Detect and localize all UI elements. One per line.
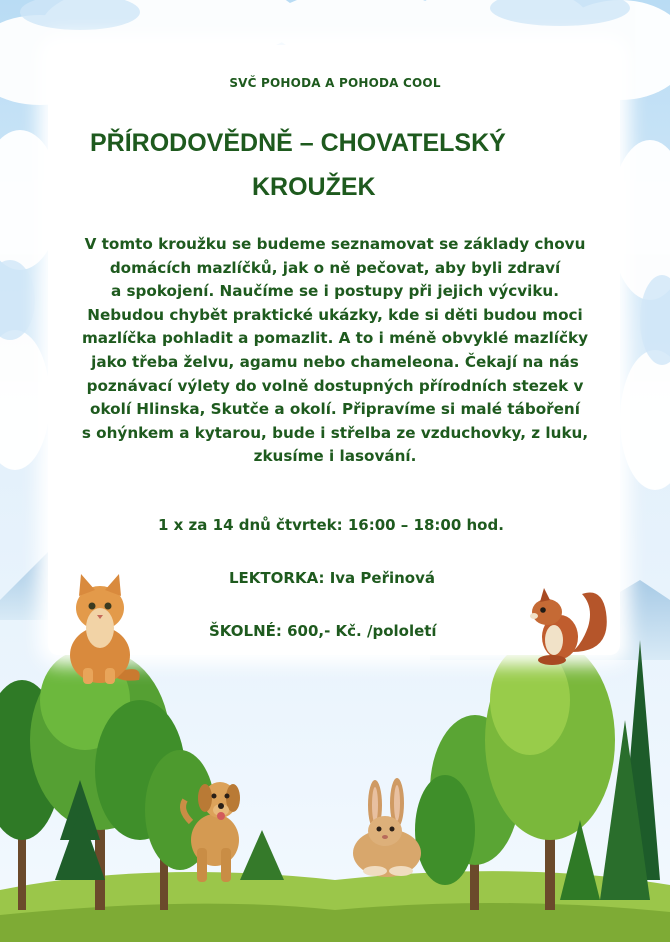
description-line: domácích mazlíčků, jak o ně pečovat, aby byli zdraví (109, 258, 561, 277)
rabbit-image (345, 775, 430, 880)
description (50, 233, 620, 469)
cat-image (55, 570, 145, 685)
description-line: mazlíčka pohladit a pomazlit. A to i méně obvyklé mazlíčky (81, 329, 588, 348)
organization-name: SVČ POHODA A POHODA COOL (229, 76, 441, 90)
page-title-line-2: KROUŽEK (252, 173, 376, 201)
description-line: okolí Hlinska, Skutče a okolí. Připravíme si malé táboření (90, 400, 580, 419)
squirrel-image (522, 582, 612, 667)
page-title-line-1: PŘÍRODOVĚDNĚ – CHOVATELSKÝ (90, 129, 506, 157)
lecturer: LEKTORKA: Iva Peřinová (229, 569, 435, 587)
description-line: Nebudou chybět praktické ukázky, kde si děti budou moci (87, 305, 583, 324)
schedule: 1 x za 14 dnů čtvrtek: 16:00 – 18:00 hod. (158, 516, 504, 534)
description-line: s ohýnkem a kytarou, bude i střelba ze vzduchovky, z luku, (81, 423, 589, 442)
description-line: zkusíme i lasování. (253, 447, 417, 466)
description-line: a spokojení. Naučíme se i postupy při jejich výcviku. (110, 282, 560, 301)
dog-image (175, 770, 255, 885)
description-line: jako třeba želvu, agamu nebo chameleona. Čekají na nás (91, 352, 579, 371)
fee: ŠKOLNÉ: 600,- Kč. /pololetí (209, 622, 437, 640)
description-line: V tomto kroužku se budeme seznamovat se základy chovu (84, 235, 586, 253)
description-line: poznávací výlety do volně dostupných přírodních stezek v (86, 376, 584, 395)
